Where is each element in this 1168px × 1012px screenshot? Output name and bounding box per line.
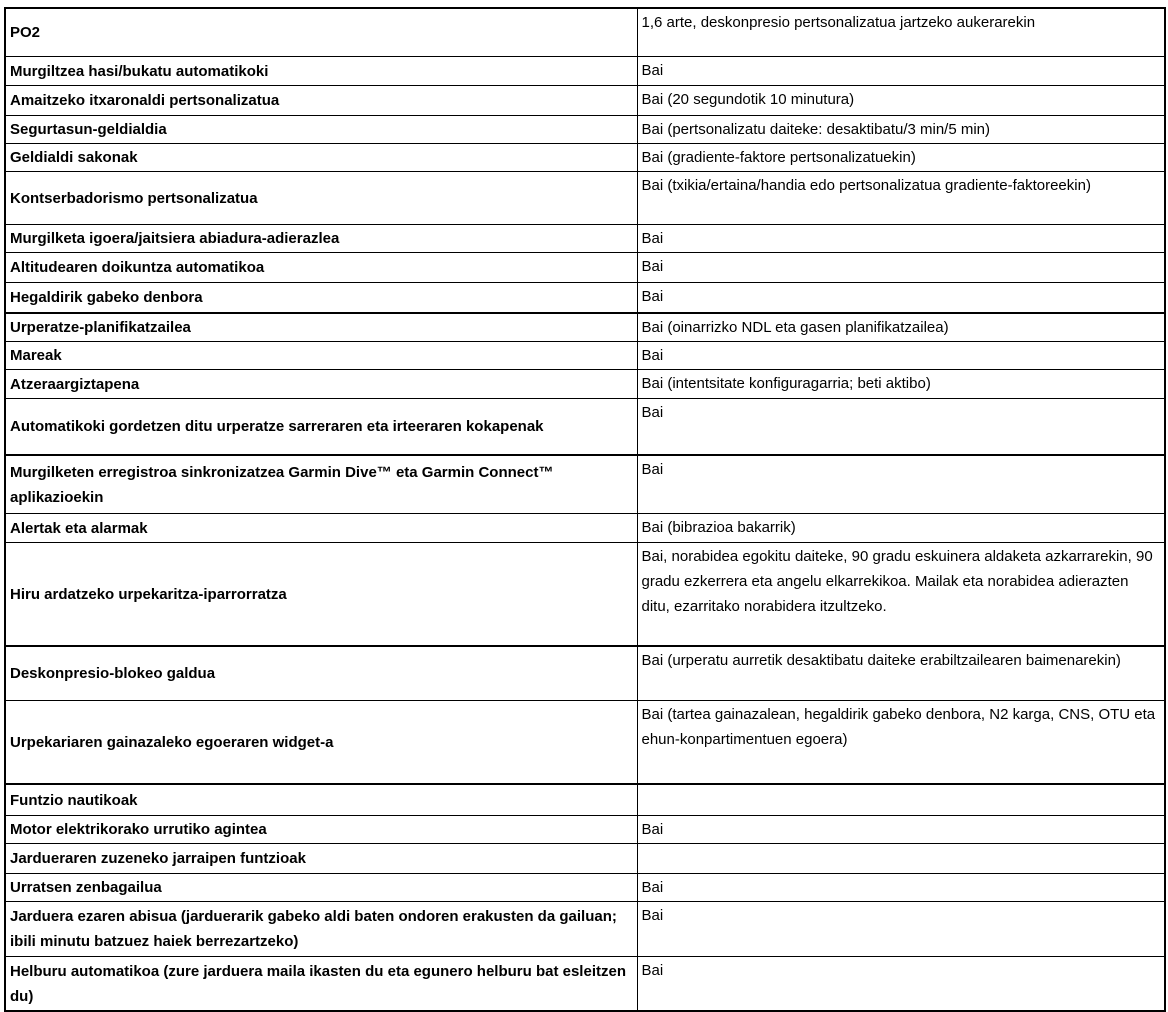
table-row [5, 844, 1165, 874]
table-row [5, 399, 1165, 456]
feature-label: Motor elektrikorako urrutiko agintea [5, 816, 637, 844]
feature-value: Bai [637, 957, 1165, 1012]
feature-value: Bai [637, 57, 1165, 86]
feature-value: Bai (oinarrizko NDL eta gasen planifikatzailea) [637, 313, 1165, 342]
table-row [5, 144, 1165, 172]
feature-value: Bai [637, 253, 1165, 283]
feature-label: Urpekariaren gainazaleko egoeraren widget-a [5, 701, 637, 785]
table-row [5, 784, 1165, 816]
feature-label: Funtzio nautikoak [5, 784, 637, 816]
feature-value: Bai [637, 399, 1165, 456]
table-row [5, 957, 1165, 1012]
spec-table-body [5, 8, 1165, 1011]
table-row [5, 172, 1165, 225]
feature-value: Bai [637, 874, 1165, 902]
feature-value: Bai (urperatu aurretik desaktibatu daiteke erabiltzailearen baimenarekin) [637, 646, 1165, 701]
feature-value: Bai (20 segundotik 10 minutura) [637, 86, 1165, 116]
feature-value: Bai (txikia/ertaina/handia edo pertsonalizatua gradiente-faktoreekin) [637, 172, 1165, 225]
feature-label: Amaitzeko itxaronaldi pertsonalizatua [5, 86, 637, 116]
table-row [5, 86, 1165, 116]
table-row [5, 225, 1165, 253]
feature-label: Atzeraargiztapena [5, 370, 637, 399]
feature-value: Bai [637, 225, 1165, 253]
feature-value: Bai (intentsitate konfiguragarria; beti aktibo) [637, 370, 1165, 399]
table-row [5, 116, 1165, 144]
feature-value: Bai (gradiente-faktore pertsonalizatuekin) [637, 144, 1165, 172]
feature-label: Jardueraren zuzeneko jarraipen funtzioak [5, 844, 637, 874]
feature-label: Geldialdi sakonak [5, 144, 637, 172]
table-row [5, 342, 1165, 370]
feature-label: Segurtasun-geldialdia [5, 116, 637, 144]
feature-value: Bai [637, 455, 1165, 514]
table-row [5, 283, 1165, 314]
feature-label: Urratsen zenbagailua [5, 874, 637, 902]
spec-table [4, 7, 1166, 1012]
table-row [5, 57, 1165, 86]
feature-value: 1,6 arte, deskonpresio pertsonalizatua jartzeko aukerarekin [637, 8, 1165, 57]
feature-label: Deskonpresio-blokeo galdua [5, 646, 637, 701]
feature-value: Bai [637, 816, 1165, 844]
feature-label: Murgilketen erregistroa sinkronizatzea Garmin Dive™ eta Garmin Connect™ aplikazioekin [5, 455, 637, 514]
table-row [5, 543, 1165, 647]
feature-label: Urperatze-planifikatzailea [5, 313, 637, 342]
feature-label: Jarduera ezaren abisua (jarduerarik gabeko aldi baten ondoren erakusten da gailuan; ibili minutu batzuez haiek berrezartzeko) [5, 902, 637, 957]
feature-label: Altitudearen doikuntza automatikoa [5, 253, 637, 283]
table-row [5, 313, 1165, 342]
feature-label: Automatikoki gordetzen ditu urperatze sarreraren eta irteeraren kokapenak [5, 399, 637, 456]
table-row [5, 646, 1165, 701]
feature-label: Mareak [5, 342, 637, 370]
feature-value: Bai (bibrazioa bakarrik) [637, 514, 1165, 543]
feature-label: Helburu automatikoa (zure jarduera maila ikasten du eta egunero helburu bat esleitzen du) [5, 957, 637, 1012]
table-row [5, 8, 1165, 57]
feature-label: Hegaldirik gabeko denbora [5, 283, 637, 314]
table-row [5, 370, 1165, 399]
feature-value [637, 844, 1165, 874]
feature-value [637, 784, 1165, 816]
feature-value: Bai [637, 342, 1165, 370]
feature-label: Alertak eta alarmak [5, 514, 637, 543]
feature-value: Bai [637, 283, 1165, 314]
feature-value: Bai, norabidea egokitu daiteke, 90 gradu eskuinera aldaketa azkarrarekin, 90 gradu ezkerrera eta angelu elkarrekikoa. Mailak eta norabidea adierazten ditu, ezarritako norabidera itzultzeko. [637, 543, 1165, 647]
feature-value: Bai [637, 902, 1165, 957]
feature-label: Murgilketa igoera/jaitsiera abiadura-adierazlea [5, 225, 637, 253]
feature-label: Kontserbadorismo pertsonalizatua [5, 172, 637, 225]
feature-value: Bai (pertsonalizatu daiteke: desaktibatu/3 min/5 min) [637, 116, 1165, 144]
table-row [5, 514, 1165, 543]
feature-label: PO2 [5, 8, 637, 57]
table-row [5, 455, 1165, 514]
feature-value: Bai (tartea gainazalean, hegaldirik gabeko denbora, N2 karga, CNS, OTU eta ehun-konpartimentuen egoera) [637, 701, 1165, 785]
feature-label: Hiru ardatzeko urpekaritza-iparrorratza [5, 543, 637, 647]
table-row [5, 701, 1165, 785]
table-row [5, 902, 1165, 957]
table-row [5, 816, 1165, 844]
table-row [5, 874, 1165, 902]
feature-label: Murgiltzea hasi/bukatu automatikoki [5, 57, 637, 86]
table-row [5, 253, 1165, 283]
